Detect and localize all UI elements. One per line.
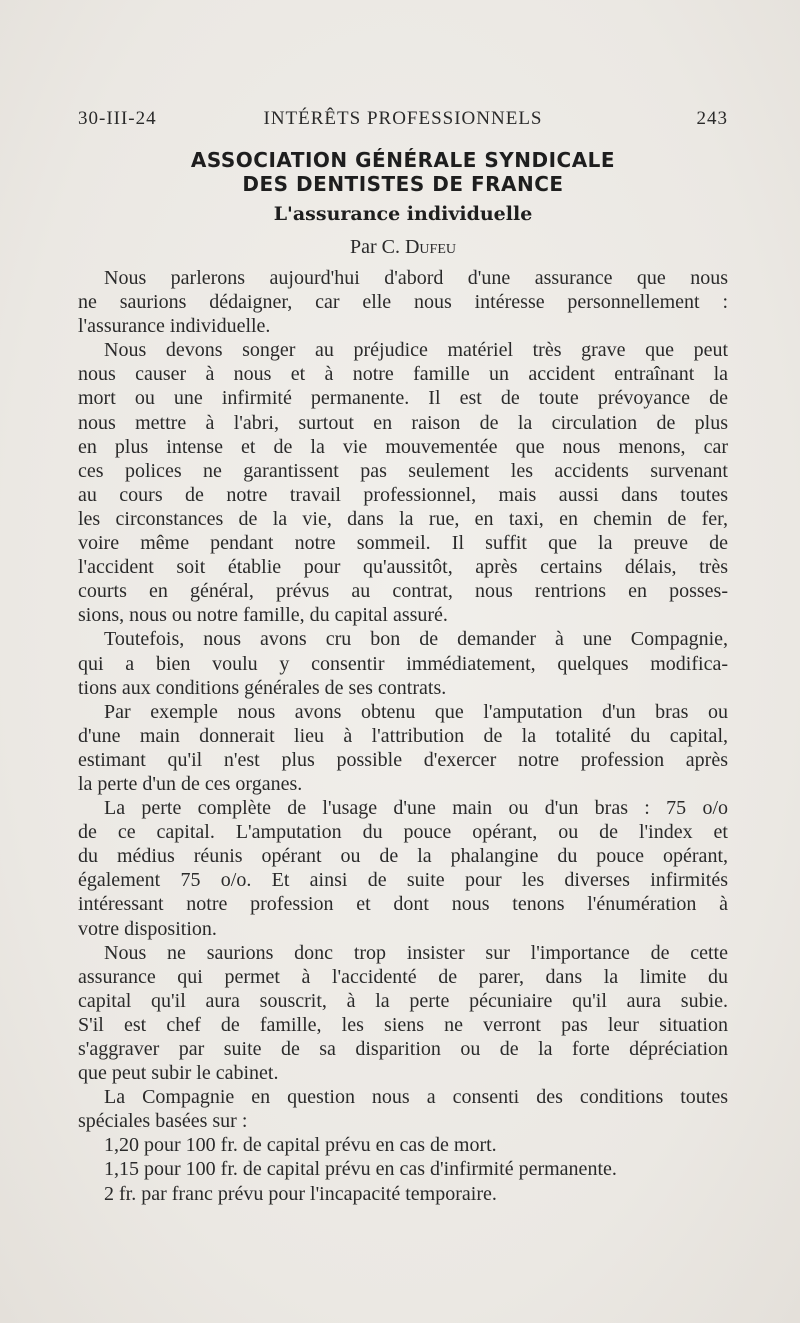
text-line: de ce capital. L'amputation du pouce opérant, ou de l'index et — [78, 821, 728, 844]
text-line: courts en général, prévus au contrat, nous rentrions en posses- — [78, 580, 728, 603]
text-line: estimant qu'il n'est plus possible d'exercer notre profession après — [78, 748, 728, 771]
byline-author: Dufeu — [404, 236, 456, 258]
byline — [78, 236, 728, 259]
title-line-1: ASSOCIATION GÉNÉRALE SYNDICALE — [190, 148, 616, 172]
text-line: sions, nous ou notre famille, du capital assuré. — [78, 604, 448, 627]
text-line: nous causer à nous et à notre famille un accident entraînant la — [78, 363, 728, 386]
text-line: Nous ne saurions donc trop insister sur l'importance de cette — [104, 941, 728, 964]
text-line: mort ou une infirmité permanente. Il est de toute prévoyance de — [78, 387, 728, 410]
header-section: INTÉRÊTS PROFESSIONNELS — [263, 108, 543, 129]
text-line: Par exemple nous avons obtenu que l'amputation d'un bras ou — [104, 700, 728, 723]
text-line: également 75 o/o. Et ainsi de suite pour les diverses infirmités — [78, 869, 728, 892]
text-line: 1,20 pour 100 fr. de capital prévu en cas de mort. — [104, 1134, 497, 1157]
text-line: d'une main donnerait lieu à l'attribution de la totalité du capital, — [78, 724, 728, 747]
text-line: qui a bien voulu y consentir immédiatement, quelques modifica- — [78, 652, 728, 675]
text-line: ne saurions dédaigner, car elle nous intéresse personnellement : — [78, 291, 728, 314]
text-line: spéciales basées sur : — [78, 1110, 248, 1133]
text-line: 2 fr. par franc prévu pour l'incapacité temporaire. — [104, 1182, 497, 1205]
text-line: La perte complète de l'usage d'une main ou d'un bras : 75 o/o — [104, 797, 728, 820]
text-line: votre disposition. — [78, 917, 217, 940]
title-line-2: DES DENTISTES DE FRANCE — [242, 172, 564, 196]
header-date: 30-III-24 — [78, 108, 157, 129]
text-line: La Compagnie en question nous a consenti des conditions toutes — [104, 1086, 728, 1109]
text-line: s'aggraver par suite de sa disparition ou de la forte dépréciation — [78, 1038, 728, 1060]
text-line: l'assurance individuelle. — [78, 315, 271, 338]
text-line: en plus intense et de la vie mouvementée que nous menons, car — [78, 435, 728, 458]
text-line: assurance qui permet à l'accidenté de parer, dans la limite du — [78, 965, 728, 988]
text-line: les circonstances de la vie, dans la rue, en taxi, en chemin de fer, — [78, 507, 728, 530]
text-line: du médius réunis opérant ou de la phalangine du pouce opérant, — [78, 845, 728, 868]
text-line: ces polices ne garantissent pas seulement les accidents survenant — [78, 459, 728, 482]
text-line: la perte d'un de ces organes. — [78, 772, 303, 795]
text-line: Toutefois, nous avons cru bon de demander à une Compagnie, — [104, 628, 728, 651]
text-line: que peut subir le cabinet. — [78, 1062, 279, 1085]
text-line: intéressant notre profession et dont nous tenons l'énumération à — [78, 893, 728, 916]
running-header — [78, 108, 728, 134]
article-subtitle: L'assurance individuelle — [273, 203, 533, 225]
text-line: Nous parlerons aujourd'hui d'abord d'une assurance que nous — [104, 267, 728, 289]
text-line: tions aux conditions générales de ses contrats. — [78, 676, 447, 699]
text-line: 1,15 pour 100 fr. de capital prévu en cas d'infirmité permanente. — [104, 1158, 617, 1181]
text-line: voire même pendant notre sommeil. Il suffit que la preuve de — [78, 532, 728, 555]
text-line: Nous devons songer au préjudice matériel très grave que peut — [104, 339, 728, 362]
text-line: capital qu'il aura souscrit, à la perte pécuniaire qu'il aura subie. — [78, 989, 728, 1012]
text-line: S'il est chef de famille, les siens ne verront pas leur situation — [78, 1013, 728, 1036]
byline-prefix: Par C. — [349, 236, 405, 258]
text-line: nous mettre à l'abri, surtout en raison de la circulation de plus — [78, 411, 728, 434]
text-line: au cours de notre travail professionnel, mais aussi dans toutes — [78, 483, 728, 506]
text-line: l'accident soit établie pour qu'aussitôt, après certains délais, très — [78, 556, 728, 579]
page-number: 243 — [696, 108, 728, 129]
article-body — [78, 266, 728, 1206]
